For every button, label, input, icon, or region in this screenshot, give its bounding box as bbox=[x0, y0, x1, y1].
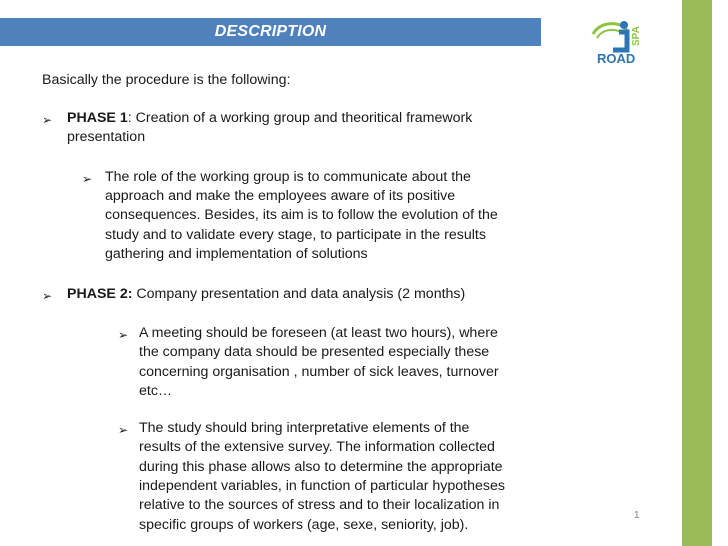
arrow-bullet-icon: ➢ bbox=[42, 113, 53, 127]
arrow-bullet-icon: ➢ bbox=[82, 172, 93, 186]
phase2-sub2-line: The study should bring interpretative elements of the bbox=[139, 420, 470, 436]
header-bar bbox=[0, 18, 541, 46]
phase2-sub1-line: A meeting should be foreseen (at least two hours), where bbox=[139, 325, 498, 341]
phase2-sub1-line: the company data should be presented especially these bbox=[139, 344, 490, 360]
logo-word-top: SPA bbox=[631, 26, 642, 46]
phase2-text: Company presentation and data analysis (2 months) bbox=[132, 286, 466, 302]
arrow-bullet-icon: ➢ bbox=[118, 423, 129, 437]
arrow-bullet-icon: ➢ bbox=[118, 328, 129, 342]
phase2-heading bbox=[67, 285, 465, 305]
phase1-sub-line: approach and make the employees aware of its positive bbox=[105, 188, 456, 204]
arrow-bullet-icon: ➢ bbox=[42, 289, 53, 303]
phase2-sub1-line: etc… bbox=[139, 383, 173, 399]
intro-text: Basically the procedure is the following: bbox=[42, 72, 291, 88]
phase1-label: PHASE 1 bbox=[67, 110, 128, 126]
phase2-sub2-line: during this phase allows also to determine the appropriate bbox=[139, 459, 503, 475]
phase2-sub2-line: relative to the sources of stress and to their localization in bbox=[139, 497, 500, 513]
phase2-sub2-line: independent variables, in function of particular hypotheses bbox=[139, 478, 505, 494]
phase1-text-line2: presentation bbox=[67, 129, 146, 145]
logo-word-bottom: ROAD bbox=[597, 51, 636, 66]
phase1-sub-line: study and to validate every stage, to participate in the results bbox=[105, 227, 486, 243]
phase2-label: PHASE 2: bbox=[67, 286, 133, 302]
phase1-sub-line: The role of the working group is to communicate about the bbox=[105, 169, 471, 185]
phase1-sub-line: gathering and implementation of solutions bbox=[105, 246, 368, 262]
roadspa-logo bbox=[583, 16, 653, 66]
phase1-text: : Creation of a working group and theoritical framework bbox=[127, 110, 473, 126]
logo-head-icon bbox=[620, 21, 628, 29]
side-stripe bbox=[682, 0, 712, 546]
slide-title: DESCRIPTION bbox=[214, 23, 327, 40]
page-number: 1 bbox=[634, 510, 640, 521]
phase2-sub2-line: results of the extensive survey. The information collected bbox=[139, 439, 495, 455]
phase1-sub-line: consequences. Besides, its aim is to follow the evolution of the bbox=[105, 207, 498, 223]
phase2-sub1-line: concerning organisation , number of sick leaves, turnover bbox=[139, 364, 499, 380]
phase1-heading bbox=[67, 109, 472, 129]
phase2-sub2-line: specific groups of workers (age, sexe, seniority, job). bbox=[139, 517, 469, 533]
